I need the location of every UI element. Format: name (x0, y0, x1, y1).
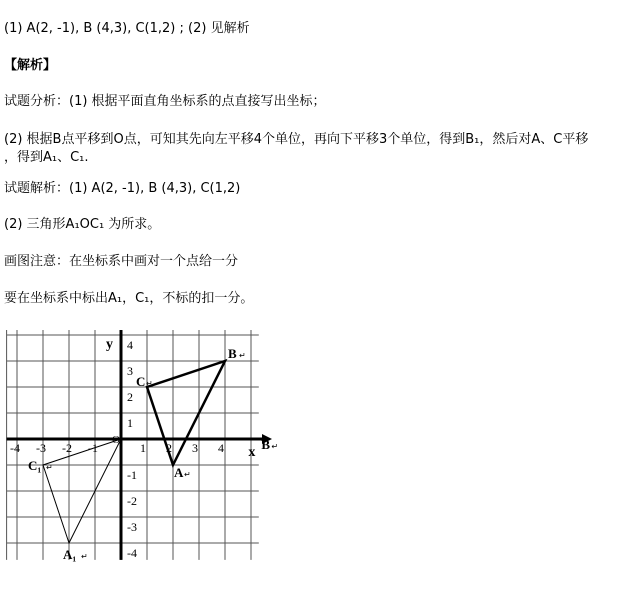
y-tick-label: -4 (127, 546, 137, 560)
analysis-line-2a: (2) 根据B点平移到O点，可知其先向左平移4个单位，再向下平移3个单位，得到B₁，然后对A、C平移 (4, 132, 589, 147)
x-tick-label: 4 (218, 441, 224, 455)
answer-line: (1) A(2, -1), B (4,3), C(1,2) ; (2) 见解析 (4, 21, 250, 36)
note-line-1: 画图注意：在坐标系中画对一个点给一分 (4, 254, 239, 269)
x-tick-label: -1 (88, 441, 98, 455)
x-tick-label: -4 (10, 441, 20, 455)
point-b1-label: B (261, 437, 271, 452)
analysis-line-2b: ，得到A₁、C₁. (4, 150, 89, 165)
point-a-label: A (174, 465, 184, 480)
note-line-2: 要在坐标系中标出A₁，C₁，不标的扣一分。 (4, 291, 254, 306)
paragraph-mark: ↵ (271, 442, 279, 451)
analysis-line-1: 试题分析：(1) 根据平面直角坐标系的点直接写出坐标； (4, 94, 326, 109)
y-tick-label: -2 (127, 494, 137, 508)
paragraph-mark: ↵ (239, 351, 246, 360)
point-c1-label: C₁ (28, 458, 42, 473)
x-axis-label: x (248, 445, 256, 460)
coordinate-plane (0, 330, 630, 606)
x-tick-label: 2 (166, 441, 172, 455)
y-tick-label: 2 (127, 390, 133, 404)
paragraph-mark: ↵ (81, 552, 88, 561)
point-b-label: B (228, 346, 237, 361)
coordinate-graph (0, 330, 630, 606)
paragraph-mark: ↵ (184, 470, 191, 479)
x-tick-label: 1 (140, 441, 146, 455)
solution-line-2: (2) 三角形A₁OC₁ 为所求。 (4, 217, 161, 232)
paragraph-mark: ↵ (46, 463, 53, 472)
solution-line-1: 试题解析：(1) A(2, -1), B (4,3), C(1,2) (4, 181, 241, 196)
y-tick-label: 4 (127, 338, 133, 352)
x-tick-label: -3 (36, 441, 46, 455)
point-a1-label: A₁ (63, 547, 77, 562)
paragraph-mark: ↵ (146, 379, 153, 388)
origin-label: O (112, 434, 120, 446)
x-tick-label: 3 (192, 441, 198, 455)
y-tick-label: -3 (127, 520, 137, 534)
y-axis-label: y (106, 337, 113, 352)
y-tick-label: -1 (127, 468, 137, 482)
y-tick-label: 1 (127, 416, 133, 430)
x-tick-label: -2 (62, 441, 72, 455)
analysis-heading: 【解析】 (4, 58, 57, 73)
point-c-label: C (136, 374, 146, 389)
y-tick-label: 3 (127, 364, 133, 378)
